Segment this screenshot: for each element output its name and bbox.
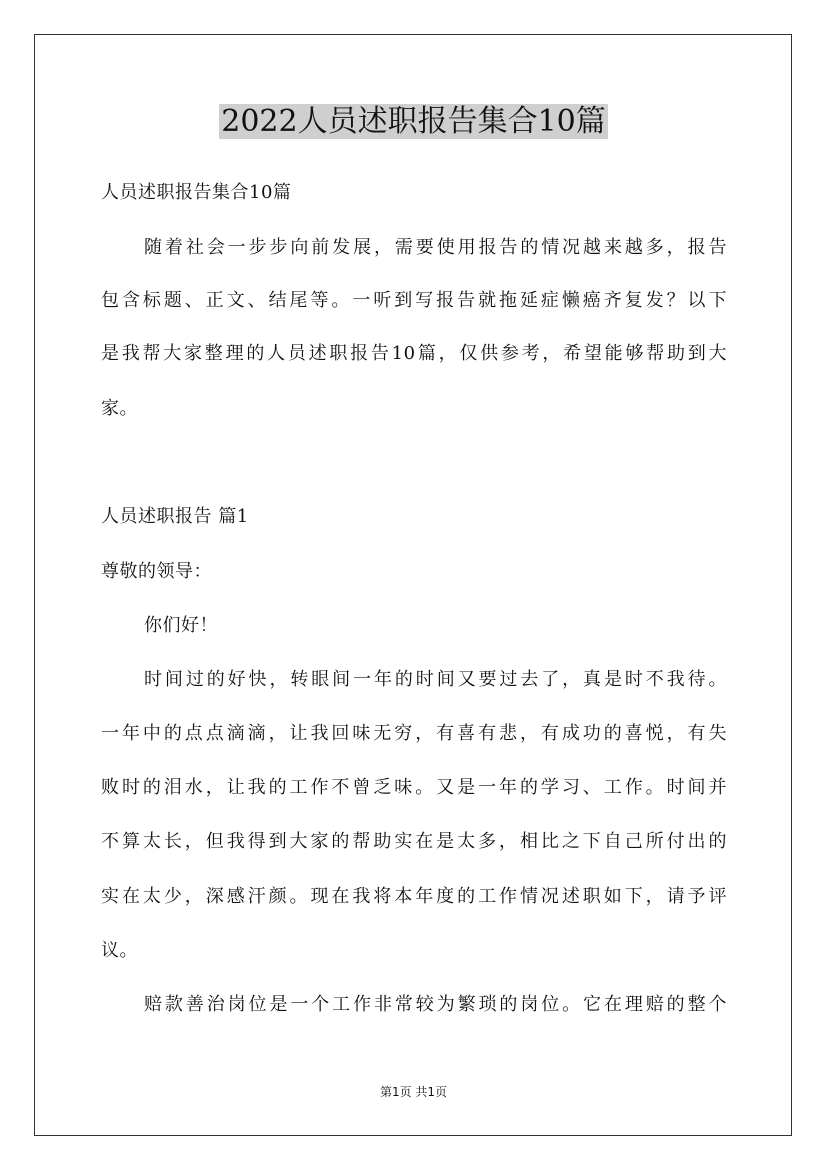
greeting: 你们好！	[144, 615, 218, 636]
paragraph1-line-4: 不算太长，但我得到大家的帮助实在是太多，相比之下自己所付出的	[101, 831, 727, 852]
paragraph1-line-2: 一年中的点点滴滴，让我回味无穷，有喜有悲，有成功的喜悦，有失	[101, 723, 727, 744]
paragraph1-line-6: 议。	[101, 940, 138, 961]
salutation: 尊敬的领导：	[101, 561, 212, 582]
document-title	[0, 100, 827, 144]
intro-line-2: 包含标题、正文、结尾等。一听到写报告就拖延症懒癌齐复发？以下	[101, 290, 727, 311]
document-title-text: 2022人员述职报告集合10篇	[221, 104, 606, 139]
intro-line-3: 是我帮大家整理的人员述职报告10篇，仅供参考，希望能够帮助到大	[101, 343, 727, 364]
subtitle: 人员述职报告集合10篇	[101, 182, 292, 203]
paragraph2-line-1: 赔款善治岗位是一个工作非常较为繁琐的岗位。它在理赔的整个	[144, 994, 727, 1015]
section-heading: 人员述职报告 篇1	[101, 506, 249, 527]
paragraph1-line-3: 败时的泪水，让我的工作不曾乏味。又是一年的学习、工作。时间并	[101, 777, 727, 798]
intro-line-4: 家。	[101, 398, 138, 419]
intro-line-1: 随着社会一步步向前发展，需要使用报告的情况越来越多，报告	[144, 237, 727, 258]
paragraph1-line-5: 实在太少，深感汗颜。现在我将本年度的工作情况述职如下，请予评	[101, 886, 727, 907]
page-number-footer: 第1页 共1页	[379, 1085, 448, 1099]
paragraph1-line-1: 时间过的好快，转眼间一年的时间又要过去了，真是时不我待。	[144, 669, 727, 690]
